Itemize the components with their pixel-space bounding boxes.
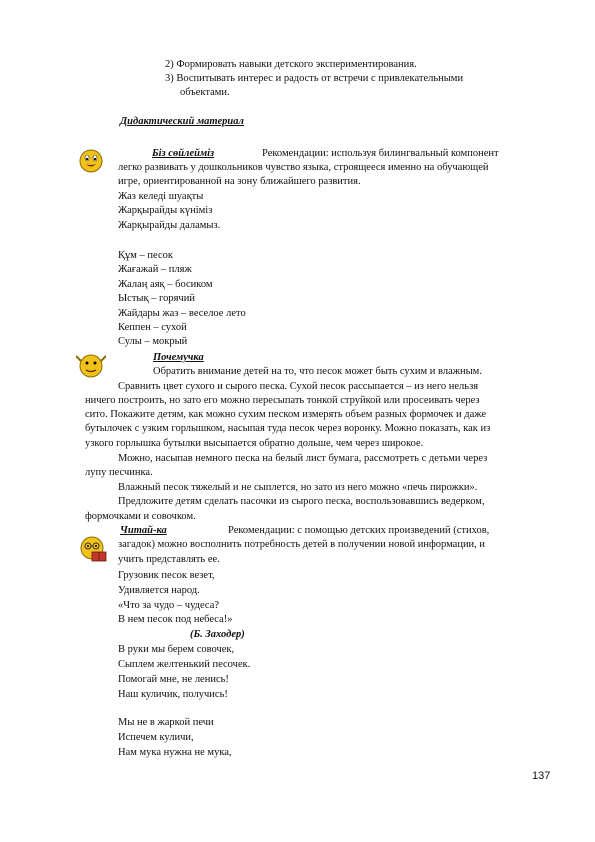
- poem-line: Сыплем желтенький песочек.: [118, 659, 251, 670]
- poem-line: В руки мы берем совочек,: [118, 644, 235, 655]
- pochemuchka-line: Можно, насыпав немного песка на белый лист бумага, рассмотреть с детьми через: [118, 453, 488, 464]
- goal-item-3-cont: объектами.: [180, 87, 230, 98]
- poem-line: Испечем куличи,: [118, 732, 194, 743]
- page-number: 137: [532, 770, 551, 782]
- pochemuchka-line: Влажный песок тяжелый и не сыплется, но зато из него можно «печь пирожки».: [118, 482, 478, 493]
- vocab-item: Жалаң аяқ – босиком: [118, 279, 213, 290]
- pochemuchka-line: сито. Покажите детям, как можно сухим песком измерять объем разных формочек и даже: [85, 409, 487, 420]
- smiley-talk-icon: [78, 148, 104, 179]
- poem-author: (Б. Заходер): [190, 629, 245, 640]
- chitaika-rec-3: учить представлять ее.: [118, 554, 220, 565]
- poem-line: Мы не в жаркой печи: [118, 717, 214, 728]
- pochemuchka-line: лупу песчинка.: [85, 467, 153, 478]
- pochemuchka-line: Сравнить цвет сухого и сырого песка. Сухой песок рассыпается – из него нельзя: [118, 381, 479, 392]
- biz-soileimiz-rec-2: легко развивать у дошкольников чувство языка, строящееся именно на обучающей: [118, 162, 489, 173]
- vocab-item: Ыстық – горячий: [118, 293, 195, 304]
- poem-line: Наш куличик, получись!: [118, 689, 228, 700]
- pochemuchka-line: ничего построить, но зато его можно пересыпать тонкой струйкой или просеивать через: [85, 395, 480, 406]
- poem-line: Жарқырайды күнімiз: [118, 205, 213, 216]
- poem-line: Грузовик песок везет,: [118, 570, 215, 581]
- biz-soileimiz-rec: Рекомендации: используя билингвальный компонент: [262, 148, 499, 159]
- chitaika-rec-2: загадок) можно восполнить потребность детей в получении новой информации, и: [118, 539, 486, 550]
- smiley-thinking-icon: [76, 352, 106, 385]
- vocab-item: Кеппен – сухой: [118, 322, 187, 333]
- pochemuchka-title: Почемучка: [153, 352, 204, 363]
- section-title: Дидактический материал: [120, 116, 244, 127]
- vocab-item: Жайдары жаз – веселое лето: [118, 308, 246, 319]
- poem-line: Нам мука нужна не мука,: [118, 747, 232, 758]
- poem-line: Жарқырайды даламыз.: [118, 220, 221, 231]
- goal-item-3: 3) Воспитывать интерес и радость от встречи с привлекательными: [165, 73, 464, 84]
- pochemuchka-line: Предложите детям сделать пасочки из сырого песка, воспользовавшись ведерком,: [118, 496, 485, 507]
- chitaika-rec: Рекомендации: с помощью детских произведений (стихов,: [228, 525, 490, 536]
- poem-line: Жаз келеді шуақты: [118, 191, 204, 202]
- vocab-item: Құм – песок: [118, 250, 173, 261]
- poem-line: «Что за чудо – чудеса?: [118, 600, 220, 611]
- smiley-reading-icon: [78, 535, 108, 568]
- poem-line: Удивляется народ.: [118, 585, 200, 596]
- biz-soileimiz-title: Біз сөйлейміз: [152, 148, 215, 159]
- goal-item-2: 2) Формировать навыки детского экспериментирования.: [165, 59, 417, 70]
- pochemuchka-line: Обратить внимание детей на то, что песок может быть сухим и влажным.: [153, 366, 482, 377]
- vocab-item: Сулы – мокрый: [118, 336, 188, 347]
- pochemuchka-line: узкого горлышка бутылки высыпается обратно дольше, чем через широкое.: [85, 438, 424, 449]
- poem-line: Помогай мне, не ленись!: [118, 674, 229, 685]
- pochemuchka-line: формочками и совочком.: [85, 511, 196, 522]
- vocab-item: Жағажай – пляж: [118, 264, 192, 275]
- chitaika-title: Читай-ка: [120, 525, 167, 536]
- poem-line: В нем песок под небеса!»: [118, 614, 233, 625]
- biz-soileimiz-rec-3: игре, ориентированной на зону ближайшего развития.: [118, 176, 361, 187]
- pochemuchka-line: бутылочек с узким горлышком, насыпая туда песок через воронку. Можно показать, как из: [85, 423, 491, 434]
